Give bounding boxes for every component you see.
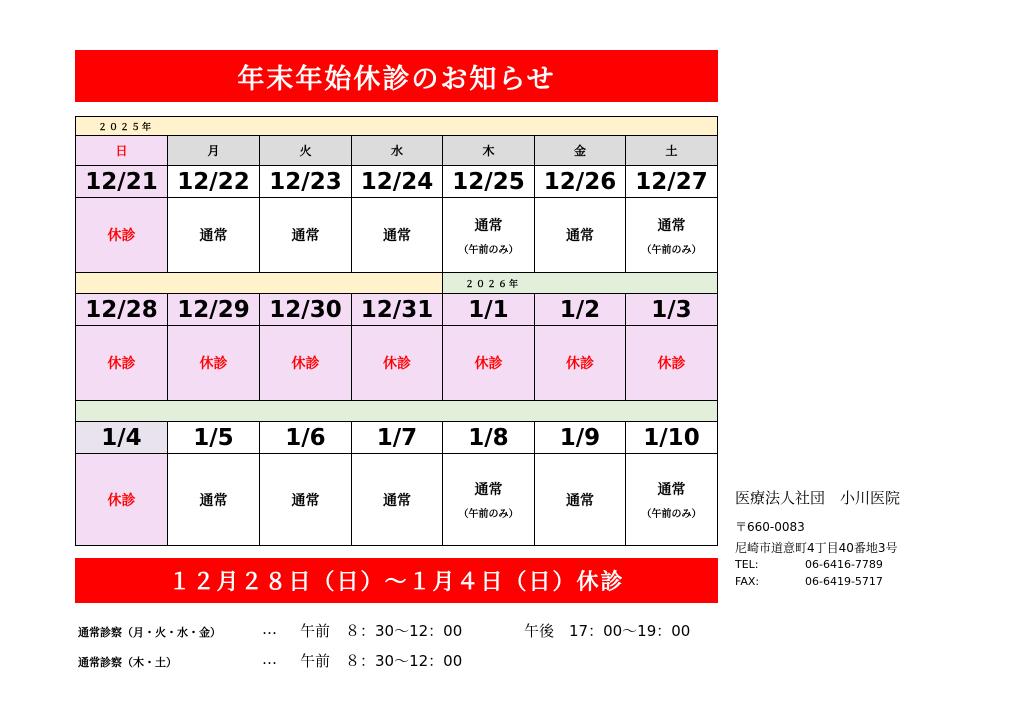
hours-dots: … bbox=[262, 620, 277, 638]
clinic-tel-label: TEL: bbox=[735, 558, 759, 571]
date-cell: 12/25 bbox=[443, 166, 535, 198]
status-text: 休診 bbox=[566, 356, 594, 372]
status-text: 休診 bbox=[657, 356, 686, 372]
status-text: 休診 bbox=[199, 356, 228, 372]
date-cell: 12/28 bbox=[76, 294, 168, 326]
date-cell: 12/29 bbox=[168, 294, 260, 326]
status-cell bbox=[76, 454, 168, 545]
status-text: 通常 bbox=[199, 228, 228, 244]
morning-only-note: （午前のみ） bbox=[641, 244, 702, 256]
status-cell bbox=[443, 326, 535, 401]
status-cell bbox=[535, 326, 626, 401]
morning-only-note: （午前のみ） bbox=[458, 244, 519, 256]
year-divider-2025-part bbox=[76, 273, 443, 294]
date-cell: 1/8 bbox=[443, 422, 535, 454]
week2-status bbox=[76, 326, 717, 401]
notice-title: 年末年始休診のお知らせ bbox=[75, 50, 718, 102]
status-text: 通常 bbox=[199, 492, 228, 509]
date-cell: 1/1 bbox=[443, 294, 535, 326]
status-cell bbox=[260, 326, 352, 401]
status-text: 通常 bbox=[291, 228, 320, 244]
date-cell: 1/10 bbox=[626, 422, 717, 454]
date-cell: 12/22 bbox=[168, 166, 260, 198]
status-cell bbox=[535, 454, 626, 545]
clinic-postal: 〒660-0083 bbox=[735, 520, 805, 534]
status-cell bbox=[443, 454, 535, 545]
hours-pm-weekday: 午後 17：00～19：00 bbox=[524, 622, 691, 640]
year-2026-divider bbox=[76, 273, 717, 294]
date-cell: 1/3 bbox=[626, 294, 717, 326]
status-text: 通常 bbox=[566, 492, 594, 509]
clinic-address: 尼崎市道意町4丁目40番地3号 bbox=[735, 541, 898, 555]
status-cell bbox=[76, 198, 168, 273]
hours-am-thu-sat: 午前 ８：30～12：00 bbox=[300, 652, 463, 670]
status-cell bbox=[626, 454, 717, 545]
date-cell: 1/7 bbox=[352, 422, 443, 454]
date-cell: 12/26 bbox=[535, 166, 626, 198]
status-text: 通常 bbox=[566, 228, 594, 244]
weekday-sat: 土 bbox=[626, 136, 717, 166]
status-text: 休診 bbox=[474, 356, 503, 372]
status-cell bbox=[352, 454, 443, 545]
closed-period-banner: １２月２８日（日）～１月４日（日）休診 bbox=[75, 558, 718, 603]
status-text: 休診 bbox=[291, 356, 320, 372]
date-cell: 1/6 bbox=[260, 422, 352, 454]
morning-only-note: （午前のみ） bbox=[458, 509, 519, 520]
week1-dates bbox=[76, 166, 717, 198]
status-cell bbox=[626, 198, 717, 273]
hours-dots: … bbox=[262, 650, 277, 668]
status-cell bbox=[260, 198, 352, 273]
date-cell: 1/4 bbox=[76, 422, 168, 454]
weekday-fri: 金 bbox=[535, 136, 626, 166]
week3-status bbox=[76, 454, 717, 545]
clinic-name: 医療法人社団 小川医院 bbox=[735, 489, 901, 507]
year-2025-bar bbox=[76, 117, 717, 136]
hours-label-weekday: 通常診察（月・火・水・金） bbox=[78, 626, 221, 639]
date-cell: 1/5 bbox=[168, 422, 260, 454]
date-cell: 12/27 bbox=[626, 166, 717, 198]
year-2025-label: ２０２５年 bbox=[98, 122, 154, 133]
holiday-calendar bbox=[75, 116, 718, 546]
clinic-fax-label: FAX: bbox=[735, 575, 760, 588]
status-cell bbox=[260, 454, 352, 545]
date-cell: 12/24 bbox=[352, 166, 443, 198]
status-cell bbox=[352, 326, 443, 401]
status-cell bbox=[352, 198, 443, 273]
status-cell bbox=[535, 198, 626, 273]
weekday-tue: 火 bbox=[260, 136, 352, 166]
status-text: 通常 bbox=[383, 492, 411, 509]
weekday-thu: 木 bbox=[443, 136, 535, 166]
week2-dates bbox=[76, 294, 717, 326]
status-text: 通常 bbox=[474, 217, 503, 234]
status-cell bbox=[168, 326, 260, 401]
status-text: 通常 bbox=[474, 482, 503, 498]
date-cell: 12/23 bbox=[260, 166, 352, 198]
date-cell: 12/30 bbox=[260, 294, 352, 326]
clinic-fax: 06-6419-5717 bbox=[805, 575, 883, 588]
date-cell: 12/31 bbox=[352, 294, 443, 326]
status-text: 休診 bbox=[107, 356, 136, 372]
status-text: 通常 bbox=[657, 217, 686, 234]
status-text: 休診 bbox=[383, 356, 411, 372]
status-cell bbox=[443, 198, 535, 273]
status-cell bbox=[626, 326, 717, 401]
status-text: 通常 bbox=[383, 228, 411, 244]
hours-label-thu-sat: 通常診察（木・土） bbox=[78, 656, 177, 669]
weekday-wed: 水 bbox=[352, 136, 443, 166]
weekday-mon: 月 bbox=[168, 136, 260, 166]
status-text: 通常 bbox=[291, 492, 320, 509]
week-divider bbox=[76, 401, 717, 422]
status-cell bbox=[168, 454, 260, 545]
weekday-sun: 日 bbox=[76, 136, 168, 166]
weekday-header bbox=[76, 136, 717, 166]
date-cell: 1/2 bbox=[535, 294, 626, 326]
date-cell: 1/9 bbox=[535, 422, 626, 454]
clinic-tel: 06-6416-7789 bbox=[805, 558, 883, 571]
year-2026-label: ２０２６年 bbox=[465, 279, 521, 290]
hours-am-weekday: 午前 ８：30～12：00 bbox=[300, 622, 463, 640]
status-text: 休診 bbox=[107, 228, 136, 244]
status-cell bbox=[76, 326, 168, 401]
status-text: 通常 bbox=[657, 482, 686, 498]
morning-only-note: （午前のみ） bbox=[641, 509, 702, 520]
week3-dates bbox=[76, 422, 717, 454]
year-divider-2026-part bbox=[443, 273, 717, 294]
status-cell bbox=[168, 198, 260, 273]
status-text: 休診 bbox=[107, 492, 136, 509]
date-cell: 12/21 bbox=[76, 166, 168, 198]
week1-status bbox=[76, 198, 717, 273]
